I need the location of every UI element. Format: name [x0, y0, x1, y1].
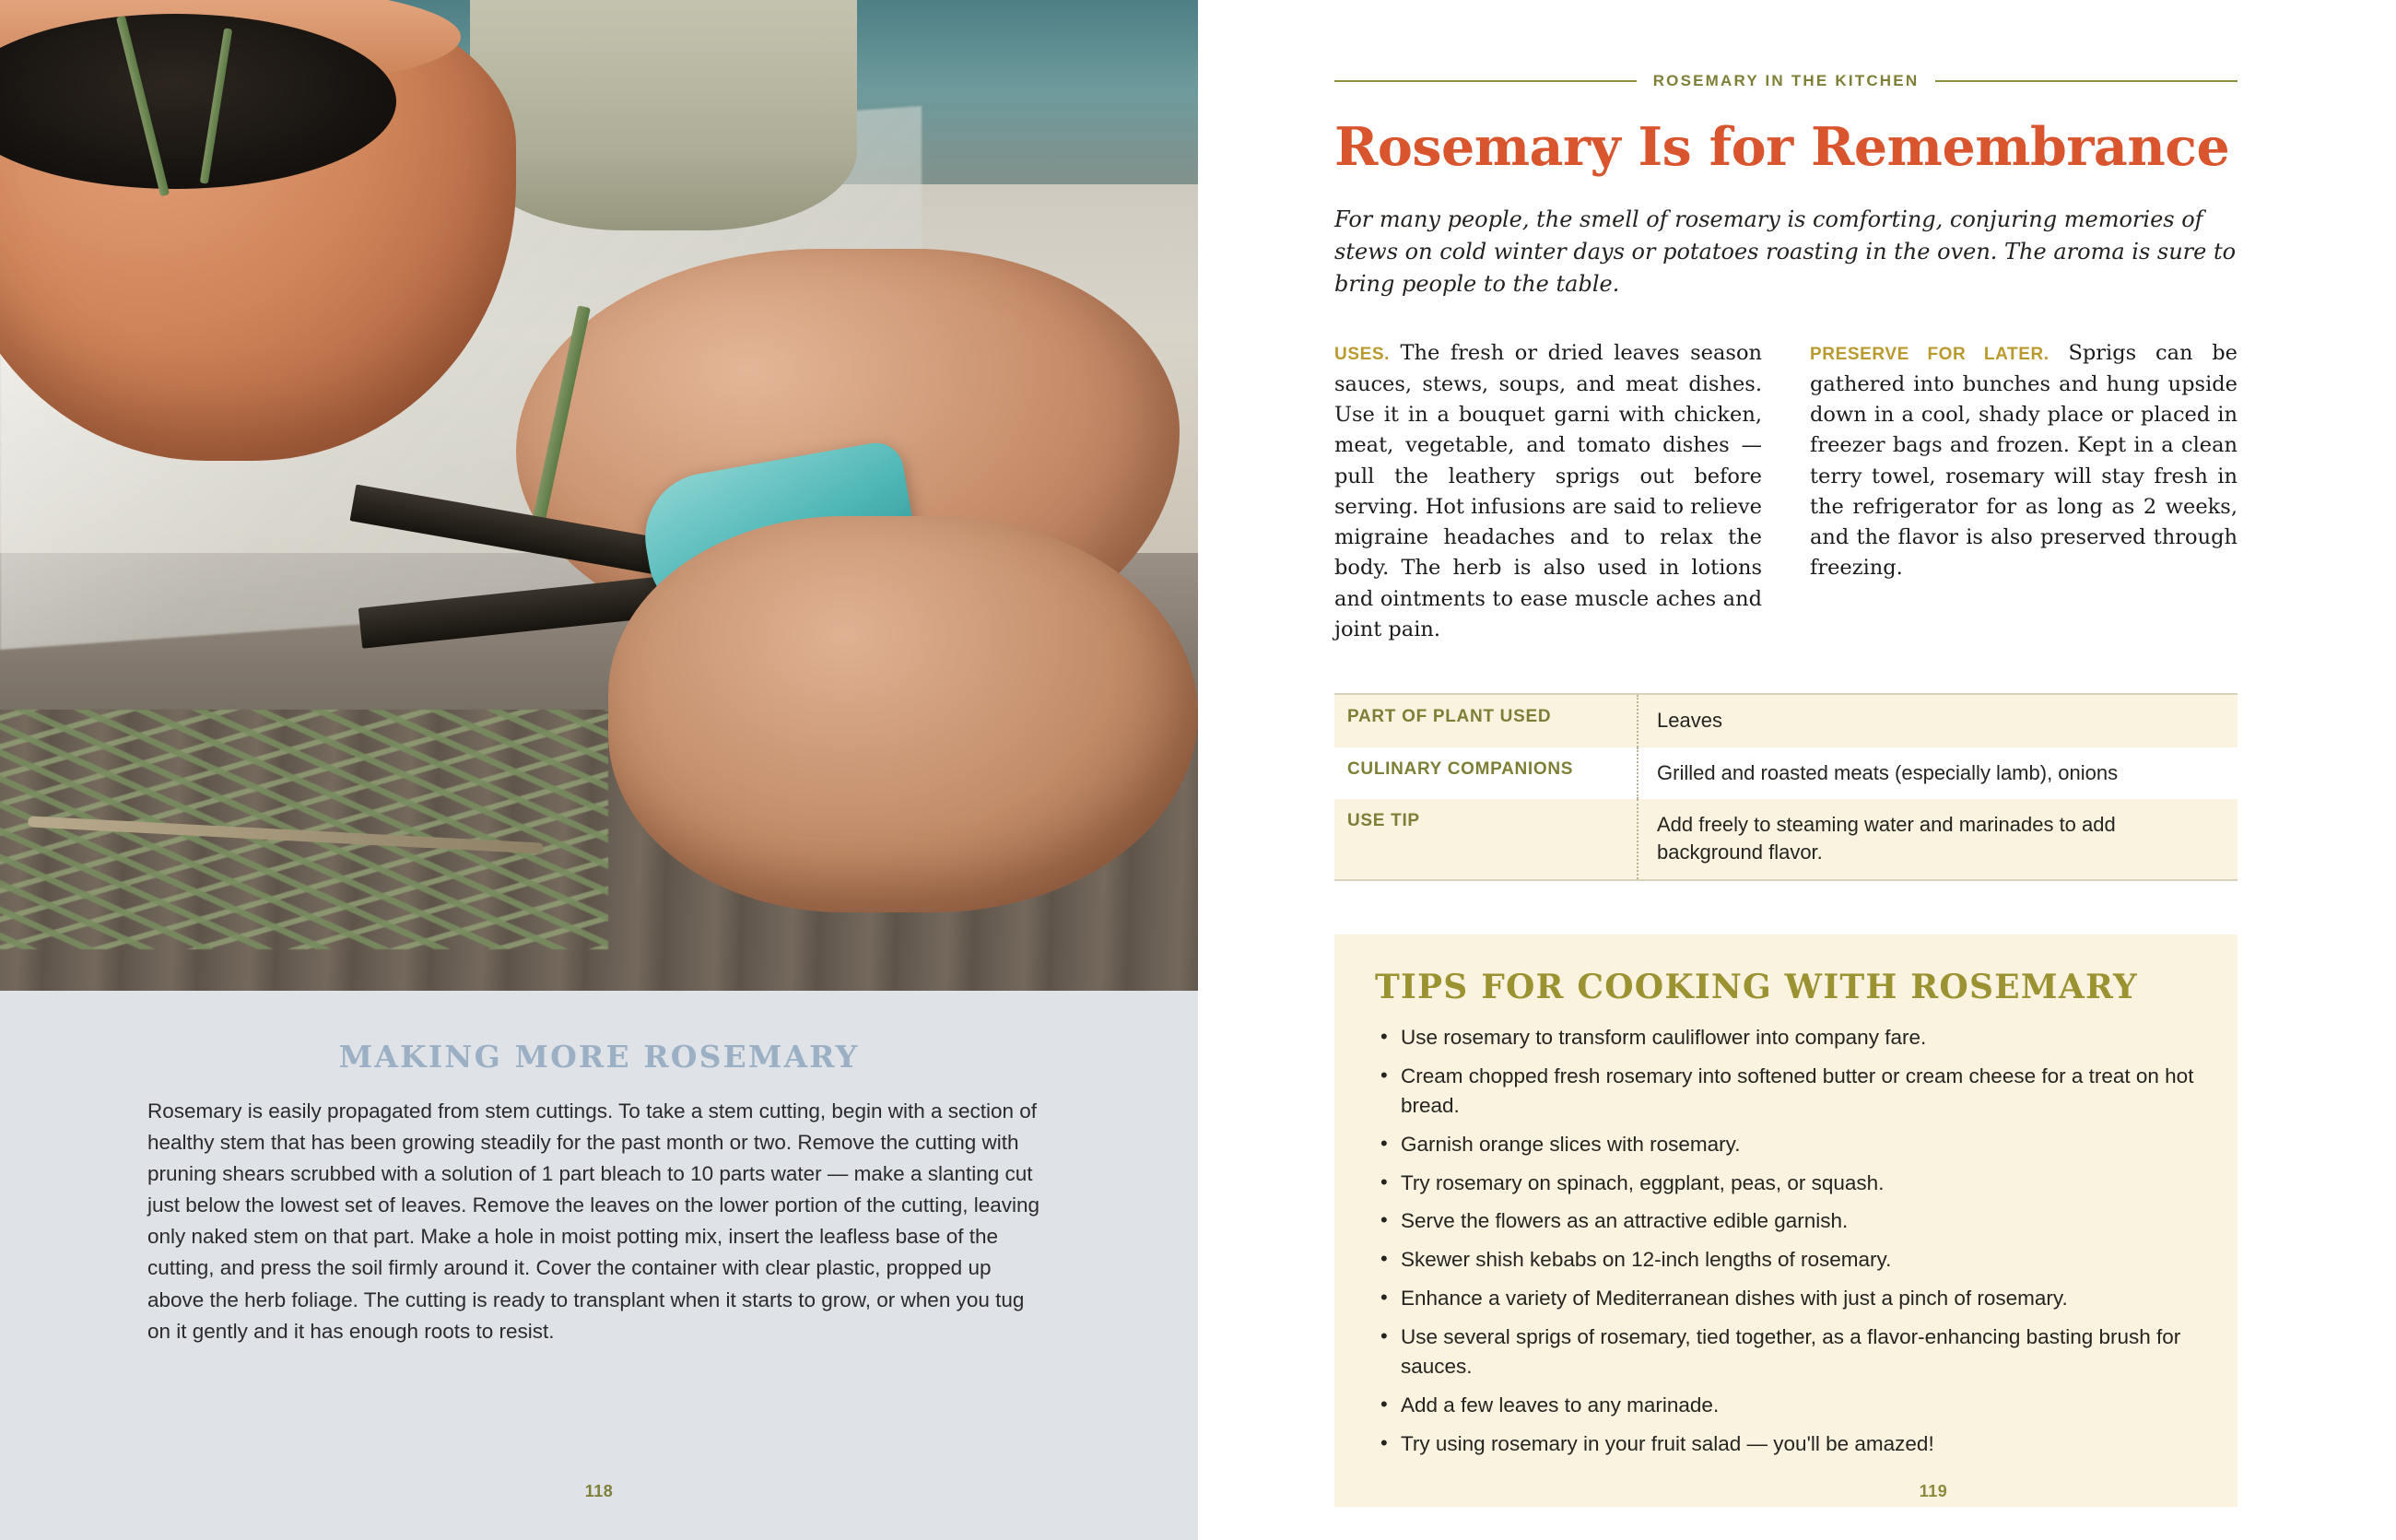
page-title: Rosemary Is for Remembrance [1334, 116, 2230, 178]
deck-paragraph: For many people, the smell of rosemary is comforting, conjuring memories of stews on cold winter days or potatoes roasting in the oven. The aroma is sure to bring people to the table. [1334, 206, 2237, 297]
rule-right [1935, 80, 2237, 82]
list-item: • Enhance a variety of Mediterranean dishes with just a pinch of rosemary. [1375, 1284, 2197, 1313]
list-item: • Use several sprigs of rosemary, tied together, as a flavor-enhancing basting brush for sauces. [1375, 1323, 2197, 1381]
fact-value: Grilled and roasted meats (especially lamb), onions [1657, 760, 2119, 784]
hand-lower [608, 516, 1198, 912]
right-page [1198, 0, 2396, 1540]
eyebrow-row [1334, 72, 2237, 90]
fact-value: Leaves [1638, 695, 2237, 746]
section-heading: MAKING MORE ROSEMARY [338, 1039, 860, 1075]
table-row [1334, 747, 2237, 799]
table-row [1334, 695, 2237, 746]
column-text: Sprigs can be gathered into bunches and hung upside down in a cool, shady place or placed in freezer bags and frozen. Kept in a clean terry towel, rosemary will stay fresh in the refrigerator for as long as 2 weeks, and the flavor is also preserved through freezing. [1810, 341, 2237, 581]
table-row [1334, 799, 2237, 879]
list-item: • Serve the flowers as an attractive edible garnish. [1375, 1206, 2197, 1236]
list-item: • Try rosemary on spinach, eggplant, peas, or squash. [1375, 1169, 2197, 1198]
tips-title: TIPS FOR COOKING WITH ROSEMARY [1375, 967, 2138, 1006]
column-text: The fresh or dried leaves season sauces, stews, soups, and meat dishes. Use it in a bouquet garni with chicken, meat, vegetable, and tomato dishes — pull the leathery sprigs out before serving. Hot infusions are said to relieve migraine headaches and to relax the body. The herb is also used in lotions and ointments to ease muscle aches and joint pain. [1334, 341, 1762, 642]
section-body: Rosemary is easily propagated from stem cuttings. To take a stem cutting, begin with a section of healthy stem that has been growing steadily for the past month or two. Remove the cutting with pruning shears scrubbed with a solution of 1 part bleach to 10 parts water — make a slanting cut just below the lowest set of leaves. Remove the leaves on the lower portion of the cutting, leaving only naked stem on that part. Make a hole in moist potting mix, insert the leafless base of the cutting, and press the soil firmly around it. Cover the container with clear plastic, propped up above the herb foliage. The cutting is ready to transplant when it starts to grow, or when you tug on it gently and it has enough roots to resist. [147, 1099, 1040, 1343]
column-lead-in: USES. [1334, 345, 1391, 365]
rule-left [1334, 80, 1637, 82]
fact-key: PART OF PLANT USED [1334, 695, 1638, 746]
list-item: • Cream chopped fresh rosemary into softened butter or cream cheese for a treat on hot bread. [1375, 1062, 2197, 1121]
body-columns [1334, 338, 2237, 645]
list-item: • Garnish orange slices with rosemary. [1375, 1130, 2197, 1159]
list-item: • Try using rosemary in your fruit salad — you'll be amazed! [1375, 1429, 2197, 1459]
green-pot [470, 0, 857, 230]
page-number-right: 119 [1919, 1482, 1948, 1500]
rosemary-cutting-photo [0, 0, 1198, 991]
fact-value: Add freely to steaming water and marinades to add background flavor. [1638, 799, 2237, 879]
list-item: • Use rosemary to transform cauliflower into company fare. [1375, 1023, 2197, 1052]
fact-key: USE TIP [1334, 799, 1638, 879]
left-text-panel [0, 991, 1198, 1540]
tips-box [1334, 935, 2237, 1507]
page-number-left: 118 [584, 1482, 614, 1500]
fact-key: CULINARY COMPANIONS [1334, 747, 1638, 799]
list-item: • Skewer shish kebabs on 12-inch lengths of rosemary. [1375, 1245, 2197, 1275]
list-item: • Add a few leaves to any marinade. [1375, 1391, 2197, 1420]
column-lead-in: PRESERVE FOR LATER. [1810, 345, 2050, 365]
column-preserve [1810, 338, 2237, 645]
column-uses [1334, 338, 1762, 645]
chapter-eyebrow: ROSEMARY IN THE KITCHEN [1652, 72, 1920, 89]
facts-table [1334, 693, 2237, 880]
tips-list [1375, 1023, 2197, 1459]
